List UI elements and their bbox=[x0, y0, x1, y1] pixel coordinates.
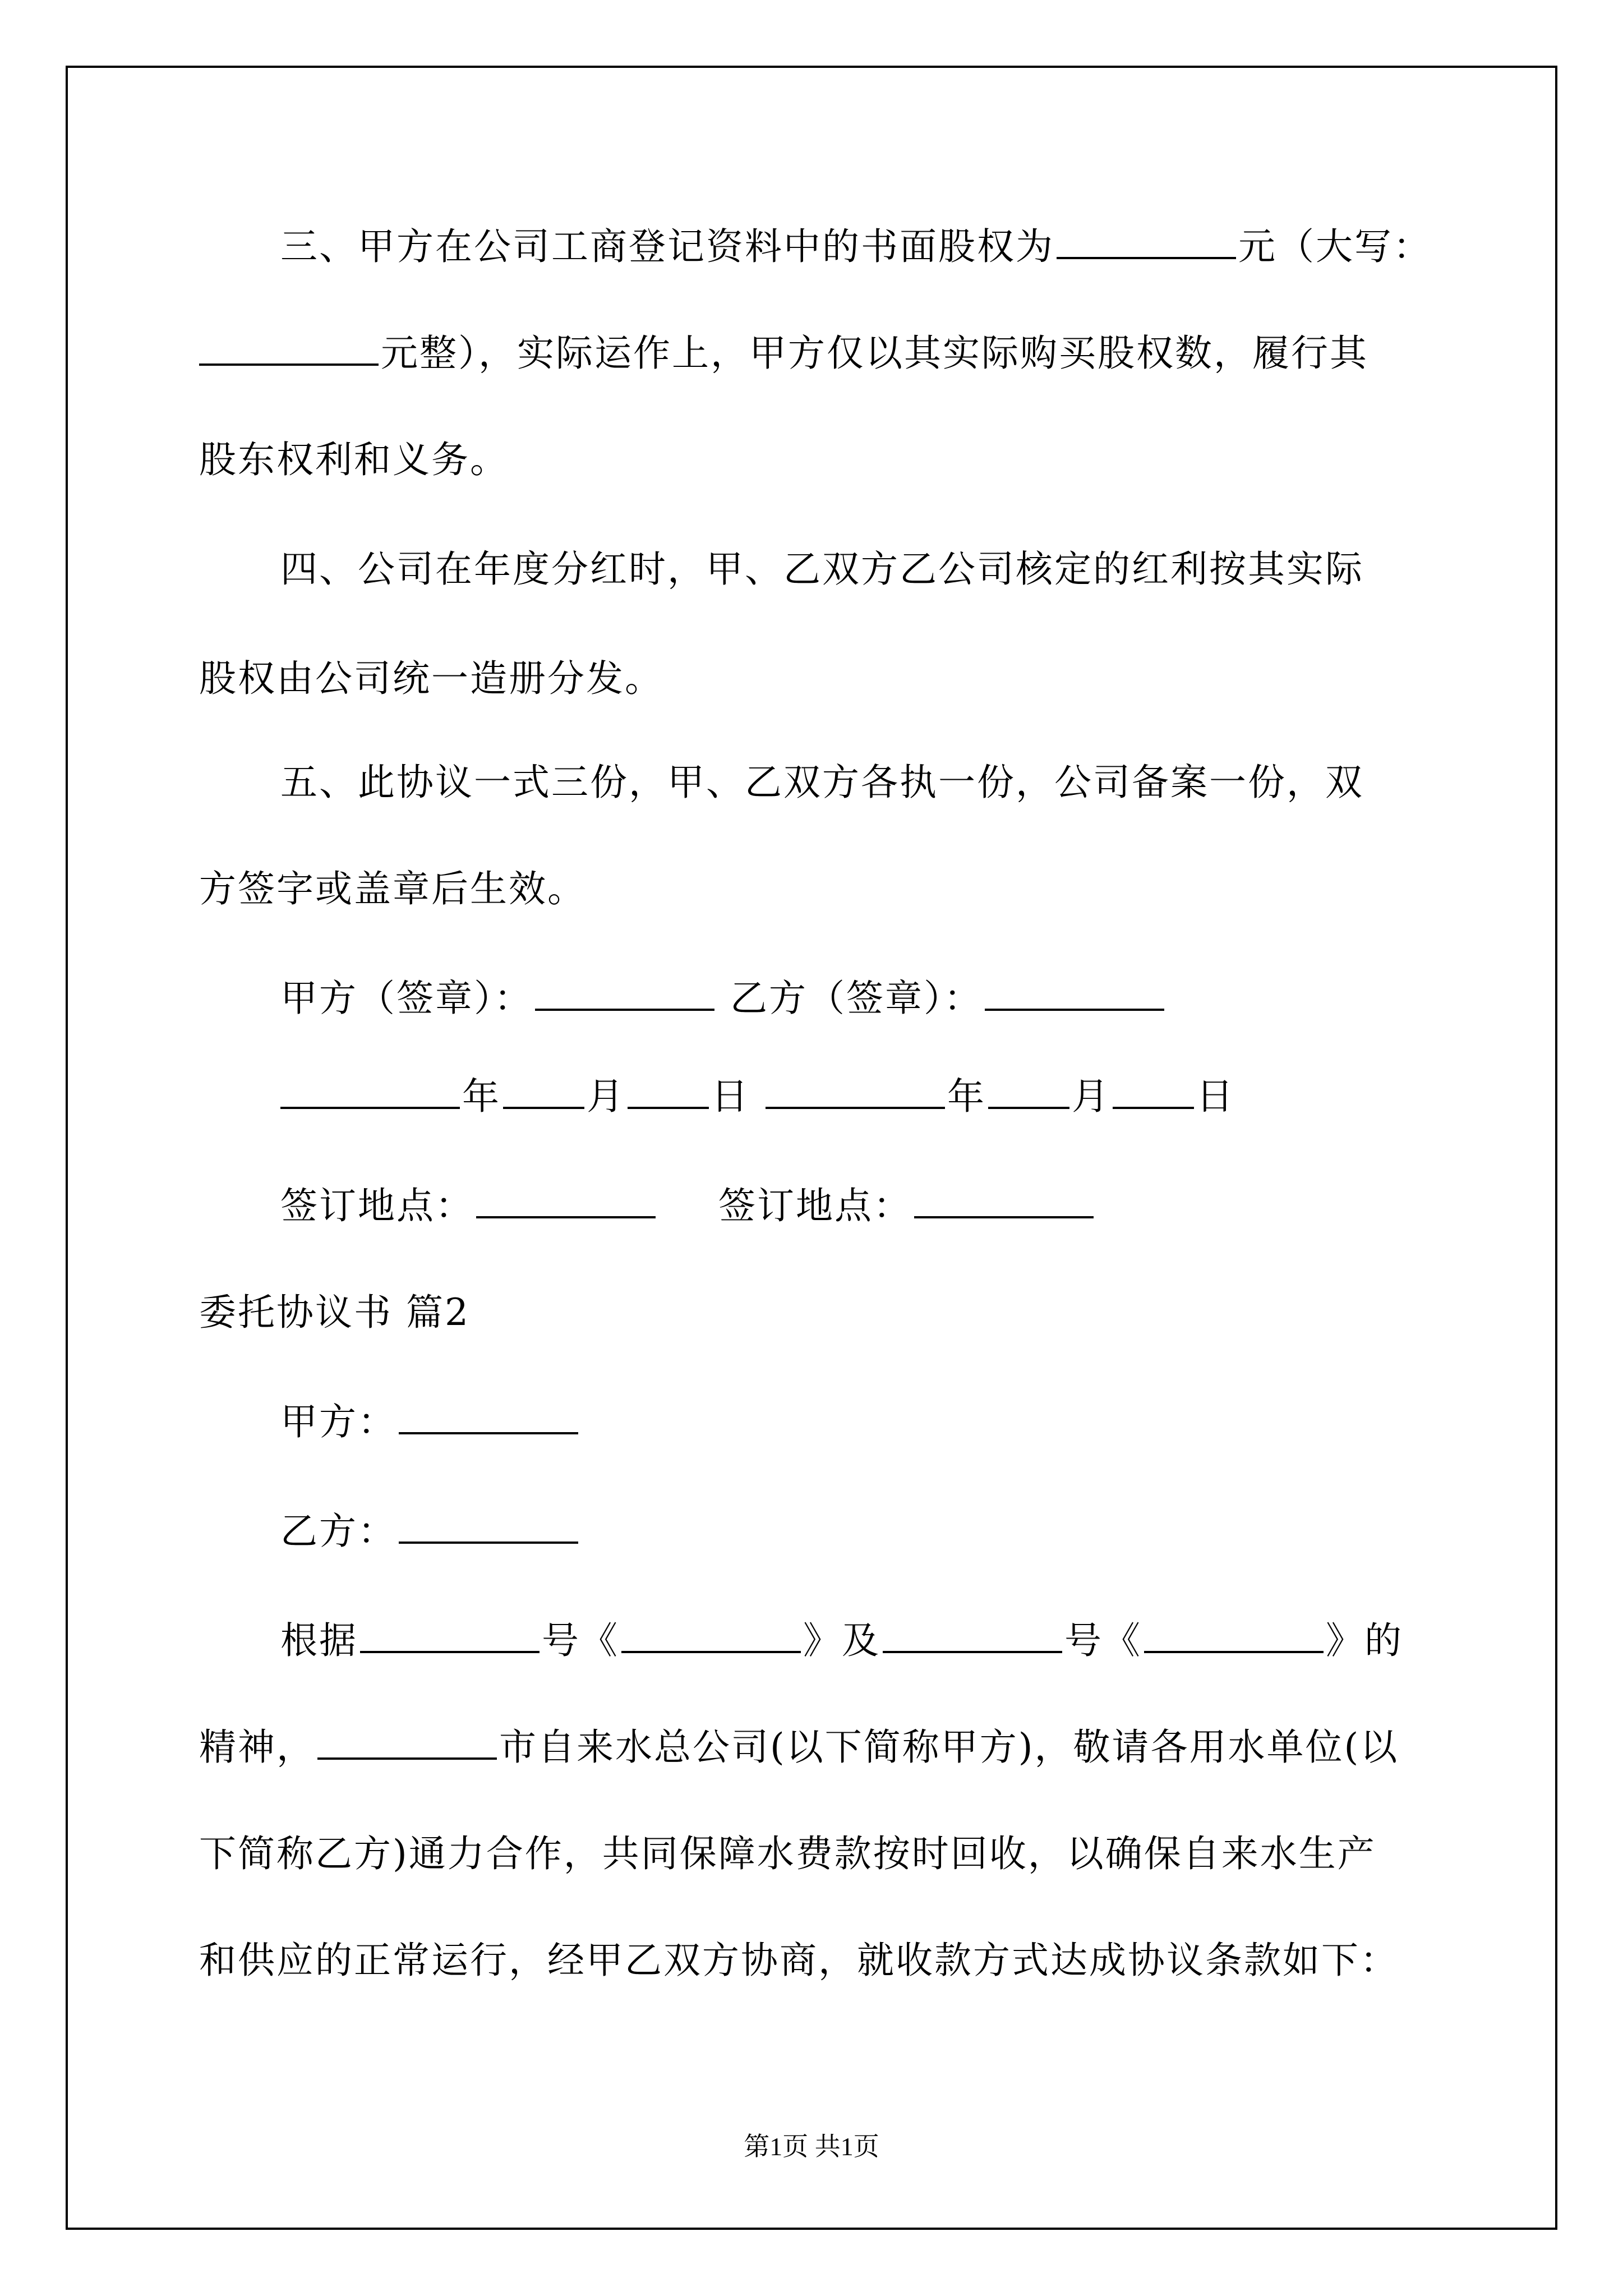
section2-p1-line3: 下简称乙方)通力合作，共同保障水费款按时回收，以确保自来水生产 bbox=[199, 1832, 1376, 1875]
party-a-sign-label: 甲方（签章）： bbox=[280, 977, 533, 1020]
clause3-line1 bbox=[280, 224, 1432, 269]
place-blank bbox=[476, 1184, 656, 1218]
clause4-line2: 股权由公司统一造册分发。 bbox=[199, 657, 663, 700]
signature-line bbox=[280, 976, 1166, 1021]
text: 号《 bbox=[542, 1619, 619, 1662]
page-border bbox=[66, 66, 1557, 2230]
date-line bbox=[280, 1074, 1235, 1119]
party-a-label: 甲方： bbox=[280, 1400, 396, 1443]
blank-field bbox=[199, 331, 379, 366]
text: 号《 bbox=[1064, 1619, 1142, 1662]
page-footer: 第1页 共1页 bbox=[744, 2132, 879, 2161]
section2-heading: 委托协议书 篇2 bbox=[199, 1291, 470, 1334]
text: 》的 bbox=[1326, 1619, 1403, 1662]
blank-field bbox=[360, 1618, 540, 1653]
year-blank bbox=[280, 1074, 460, 1109]
place-line bbox=[280, 1184, 1096, 1228]
clause4-line1: 四、公司在年度分红时，甲、乙双方乙公司核定的红利按其实际 bbox=[280, 547, 1364, 591]
text: 元（大写： bbox=[1238, 225, 1432, 268]
clause3-line2 bbox=[199, 331, 1368, 376]
day-blank bbox=[628, 1074, 709, 1109]
party-a-sign-blank bbox=[535, 976, 714, 1011]
party-b-label: 乙方： bbox=[280, 1510, 396, 1553]
month-blank bbox=[988, 1074, 1069, 1109]
blank-field bbox=[1144, 1618, 1324, 1653]
blank-field bbox=[621, 1618, 801, 1653]
text: 元整），实际运作上，甲方仅以其实际购买股权数，履行其 bbox=[381, 332, 1368, 375]
day-label: 日 bbox=[711, 1075, 750, 1118]
place-label: 签订地点： bbox=[718, 1184, 912, 1227]
year-label: 年 bbox=[462, 1075, 501, 1118]
year-blank bbox=[766, 1074, 945, 1109]
place-blank bbox=[914, 1184, 1094, 1218]
section2-p1-line2 bbox=[199, 1725, 1399, 1770]
section2-party-a bbox=[280, 1400, 580, 1444]
blank-field bbox=[883, 1618, 1062, 1653]
day-blank bbox=[1113, 1074, 1194, 1109]
text: 》及 bbox=[803, 1619, 880, 1662]
day-label: 日 bbox=[1196, 1075, 1235, 1118]
party-b-sign-blank bbox=[985, 976, 1164, 1011]
text: 市自来水总公司(以下简称甲方)，敬请各用水单位(以 bbox=[499, 1726, 1399, 1769]
clause5-line2: 方签字或盖章后生效。 bbox=[199, 867, 586, 910]
clause3-line3: 股东权利和义务。 bbox=[199, 438, 509, 481]
section2-party-b bbox=[280, 1509, 580, 1554]
month-label: 月 bbox=[587, 1075, 625, 1118]
month-label: 月 bbox=[1071, 1075, 1110, 1118]
month-blank bbox=[503, 1074, 584, 1109]
text: 根据 bbox=[280, 1619, 358, 1662]
text: 三、甲方在公司工商登记资料中的书面股权为 bbox=[280, 225, 1054, 268]
section2-p1-line1 bbox=[280, 1618, 1403, 1663]
blank-field bbox=[1057, 224, 1236, 259]
year-label: 年 bbox=[947, 1075, 986, 1118]
place-label: 签订地点： bbox=[280, 1184, 474, 1227]
party-a-blank bbox=[399, 1400, 578, 1434]
blank-field bbox=[317, 1725, 497, 1760]
party-b-blank bbox=[399, 1509, 578, 1544]
clause5-line1: 五、此协议一式三份，甲、乙双方各执一份，公司备案一份，双 bbox=[280, 761, 1364, 804]
section2-p1-line4: 和供应的正常运行，经甲乙双方协商，就收款方式达成协议条款如下： bbox=[199, 1939, 1399, 1982]
party-b-sign-label: 乙方（签章）： bbox=[730, 977, 983, 1020]
text: 精神， bbox=[199, 1726, 315, 1769]
